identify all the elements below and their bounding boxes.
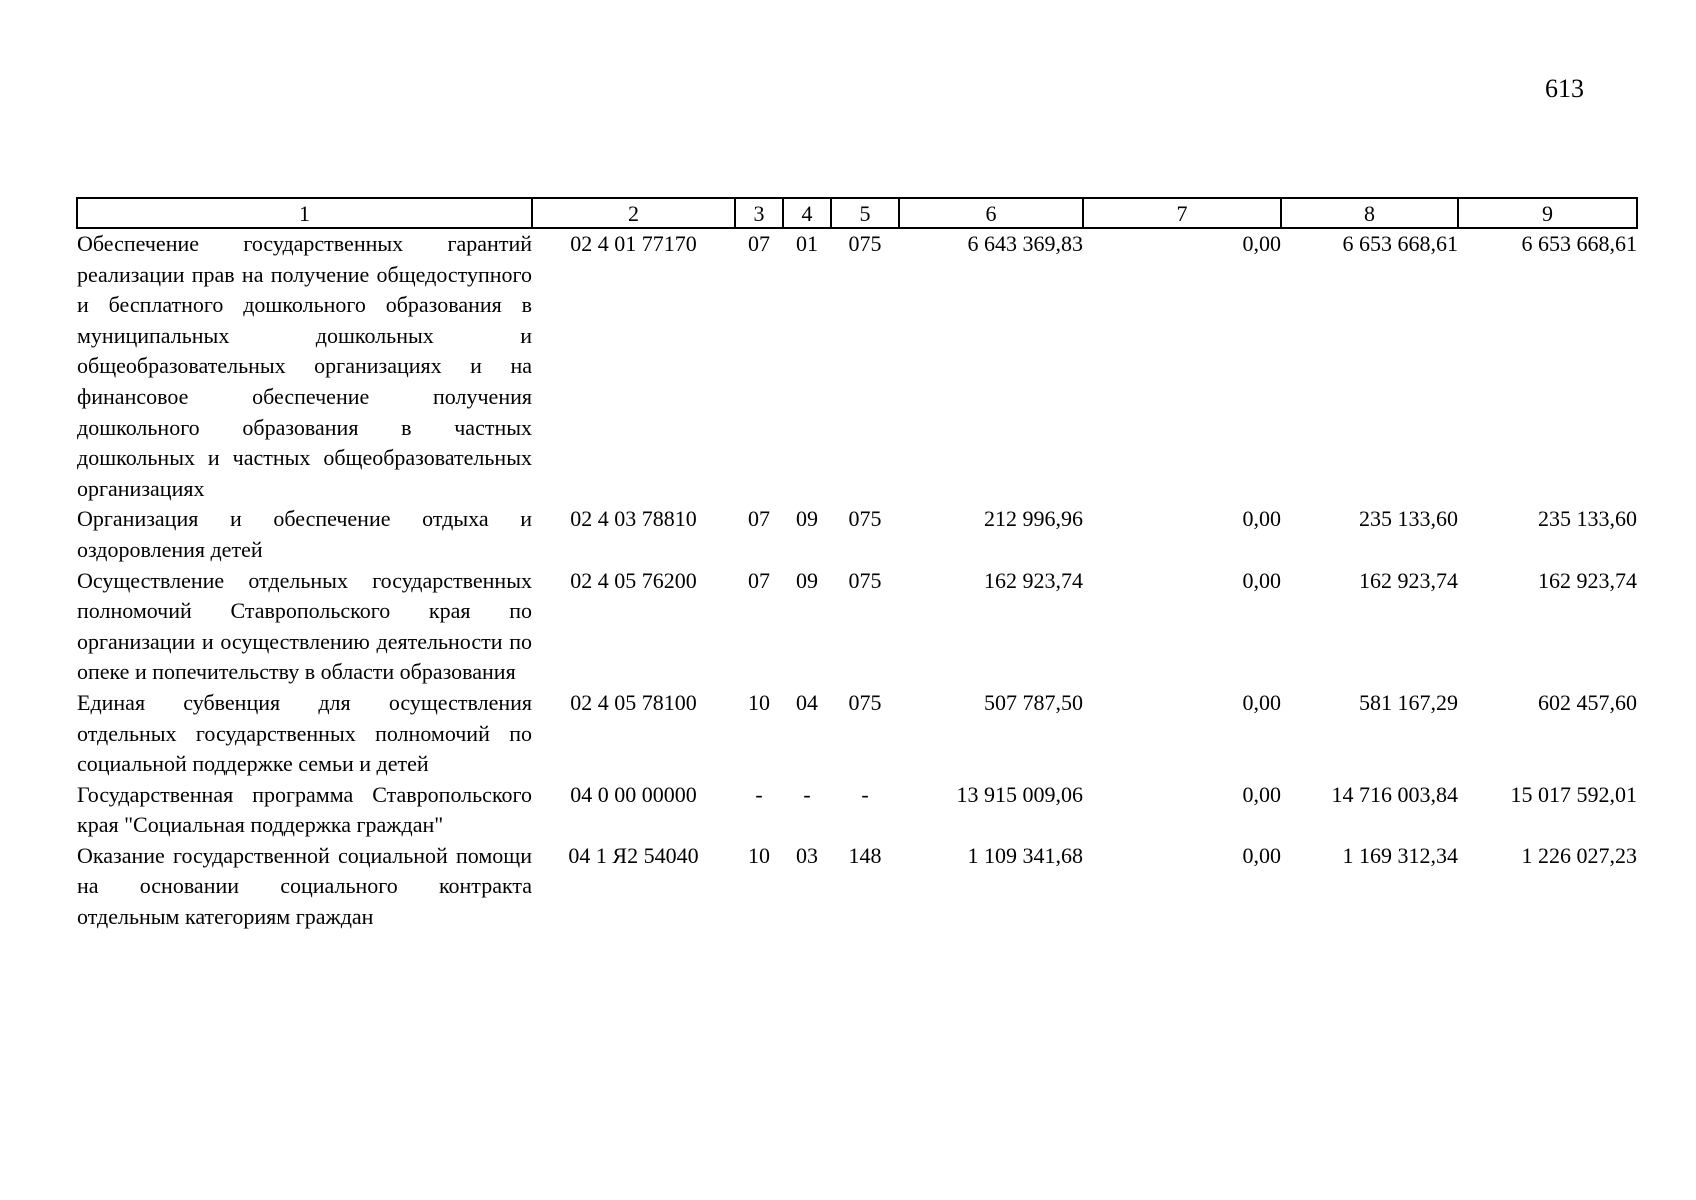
row-section: 07 (748, 506, 770, 532)
row-section: 07 (748, 567, 770, 593)
row-amount-9: 162 923,74 (1538, 567, 1637, 593)
table-row (77, 841, 1637, 933)
row-amount-8: 581 167,29 (1359, 689, 1458, 715)
row-amount-6: 6 643 369,83 (967, 231, 1083, 256)
row-amount-6: 212 996,96 (984, 506, 1083, 532)
row-amount-8: 14 716 003,84 (1331, 781, 1458, 807)
row-amount-7: 0,00 (1242, 689, 1281, 715)
column-header: 8 (1281, 198, 1458, 228)
row-subsection: 01 (796, 231, 818, 256)
row-name: Осуществление отдельных государственных полномочий Ставропольского края по организации и осуществлению деятельности по опеке и попечительству в области образования (77, 567, 532, 685)
row-code: 04 0 00 00000 (570, 781, 697, 807)
row-expense-type: 075 (848, 231, 882, 256)
row-section: 07 (748, 231, 770, 256)
row-amount-9: 235 133,60 (1538, 506, 1637, 532)
row-subsection: 03 (796, 842, 818, 868)
row-amount-6: 13 915 009,06 (956, 781, 1083, 807)
row-amount-6: 162 923,74 (984, 567, 1083, 593)
row-name: Оказание государственной социальной помощи на основании социального контракта отдельным категориям граждан (77, 842, 532, 930)
row-amount-8: 162 923,74 (1359, 567, 1458, 593)
row-code: 02 4 03 78810 (570, 506, 697, 532)
row-amount-9: 1 226 027,23 (1521, 842, 1637, 868)
table-row (77, 780, 1637, 841)
row-amount-9: 602 457,60 (1538, 689, 1637, 715)
row-section: 10 (748, 842, 770, 868)
row-amount-7: 0,00 (1242, 842, 1281, 868)
row-subsection: 04 (796, 689, 818, 715)
row-amount-6: 1 109 341,68 (967, 842, 1083, 868)
row-amount-8: 6 653 668,61 (1342, 231, 1458, 256)
row-expense-type: - (861, 781, 869, 807)
page-number: 613 (1545, 74, 1584, 103)
row-amount-7: 0,00 (1242, 231, 1281, 256)
row-code: 02 4 05 76200 (570, 567, 697, 593)
row-name: Государственная программа Ставропольского края "Социальная поддержка граждан" (77, 781, 532, 838)
row-amount-9: 15 017 592,01 (1510, 781, 1637, 807)
row-amount-7: 0,00 (1242, 506, 1281, 532)
column-header: 3 (735, 198, 783, 228)
row-expense-type: 075 (848, 567, 882, 593)
column-header: 7 (1083, 198, 1281, 228)
row-name: Единая субвенция для осуществления отдельных государственных полномочий по социальной поддержке семьи и детей (77, 689, 532, 777)
row-section: 10 (748, 689, 770, 715)
column-header: 9 (1458, 198, 1637, 228)
budget-table (76, 197, 1638, 933)
row-amount-6: 507 787,50 (984, 689, 1083, 715)
column-header: 2 (532, 198, 735, 228)
row-name: Обеспечение государственных гарантий реализации прав на получение общедоступного и бесплатного дошкольного образования в муниципальных дошкольных и общеобразовательных организациях и на финансовое обеспечение получения дошкольного образования в частных дошкольных и частных общеобразовательных организациях (77, 231, 532, 501)
column-header: 4 (783, 198, 831, 228)
row-expense-type: 075 (848, 506, 882, 532)
table-row (77, 228, 1637, 504)
column-header: 6 (899, 198, 1083, 228)
row-amount-7: 0,00 (1242, 781, 1281, 807)
row-code: 02 4 05 78100 (570, 689, 697, 715)
column-header: 5 (831, 198, 899, 228)
row-name: Организация и обеспечение отдыха и оздоровления детей (77, 506, 532, 562)
row-subsection: - (803, 781, 811, 807)
table-row (77, 504, 1637, 565)
table-row (77, 566, 1637, 688)
row-section: - (755, 781, 763, 807)
row-amount-8: 1 169 312,34 (1342, 842, 1458, 868)
column-header: 1 (77, 198, 532, 228)
table-row (77, 688, 1637, 780)
row-subsection: 09 (796, 506, 818, 532)
row-amount-8: 235 133,60 (1359, 506, 1458, 532)
row-code: 02 4 01 77170 (570, 231, 697, 256)
row-expense-type: 148 (848, 842, 882, 868)
row-code: 04 1 Я2 54040 (568, 842, 699, 868)
row-expense-type: 075 (848, 689, 882, 715)
row-amount-9: 6 653 668,61 (1521, 231, 1637, 256)
row-amount-7: 0,00 (1242, 567, 1281, 593)
table-header-row (77, 198, 1637, 228)
row-subsection: 09 (796, 567, 818, 593)
